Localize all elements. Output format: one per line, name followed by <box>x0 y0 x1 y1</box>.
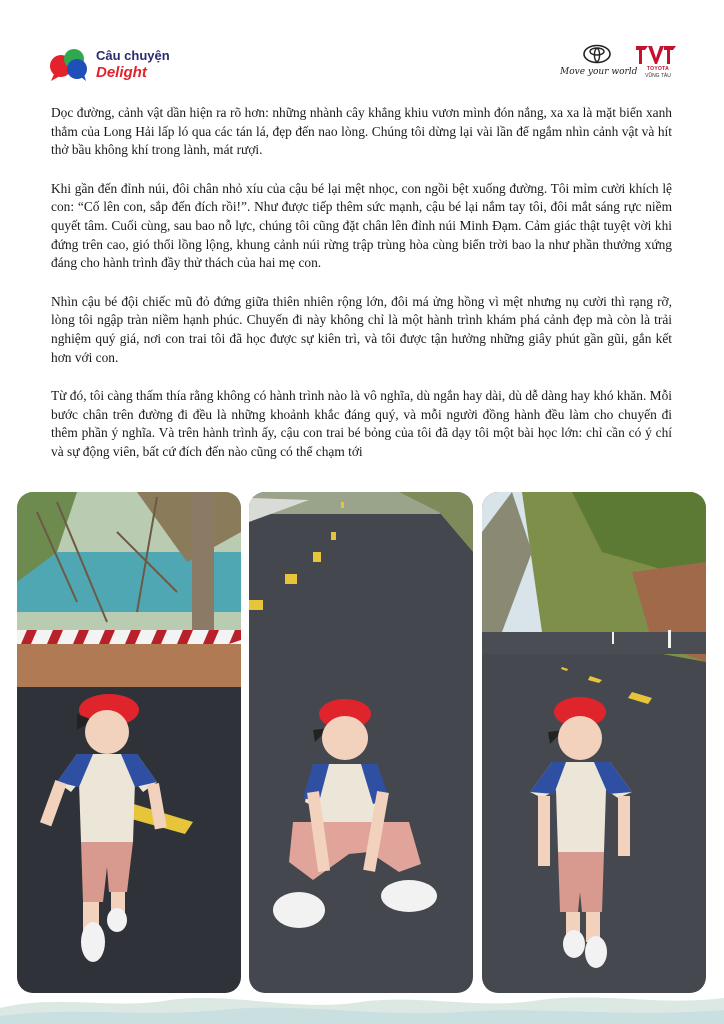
watercolor-footer-decoration <box>0 990 724 1024</box>
dealer-location: VŨNG TÀU <box>645 73 671 79</box>
photo-boy-standing-on-road <box>482 492 706 993</box>
paragraph: Từ đó, tôi càng thấm thía rằng không có hành trình nào là vô nghĩa, dù ngắn hay dài, dù dễ dàng hay khó khăn. Mỗi bước chân trên đường đi đều là những khoảnh khắc đáng quý, và mỗi người đồng hành đều làm cho chuyến đi thêm phần ý nghĩa. Và trên hành trình ấy, cậu con trai bé bỏng của tôi đã dạy tôi một bài học lớn: chỉ cần có ý chí và sự động viên, bất cứ đích đến nào cũng có thể chạm tới <box>51 388 672 459</box>
brand-title: Câu chuyện <box>96 48 170 63</box>
toyota-tagline: Move your world <box>560 67 638 77</box>
tvt-mark-icon <box>634 44 678 66</box>
toyota-tvt-logos <box>560 42 682 86</box>
speech-bubbles-icon <box>48 46 92 82</box>
page-header <box>0 0 724 100</box>
dealer-name: TOYOTA <box>646 66 670 72</box>
photo-boy-sitting-on-road <box>249 492 473 993</box>
brand-subtitle: Delight <box>96 64 147 81</box>
toyota-emblem-icon <box>582 44 612 64</box>
paragraph: Nhìn cậu bé đội chiếc mũ đỏ đứng giữa thiên nhiên rộng lớn, đôi má ửng hồng vì mệt nhưng nụ cười thì rạng rỡ, lòng tôi ngập tràn niềm hạnh phúc. Chuyến đi này không chỉ là một hành trình khám phá cảnh đẹp mà còn là trải nghiệm quý giá, nơi con trai tôi đã học được sự kiên trì, và tôi được tận hưởng những giây phút gần gũi, gắn kết hơn với con. <box>51 293 672 365</box>
article-body <box>51 104 672 482</box>
photo-boy-walking-by-guardrail <box>17 492 241 993</box>
paragraph: Khi gần đến đỉnh núi, đôi chân nhỏ xíu của cậu bé lại mệt nhọc, con ngồi bệt xuống đường. Tôi mỉm cười khích lệ con: “Cố lên con, sắp đến đích rồi!”. Như được tiếp thêm sức mạnh, cậu bé lại nắm tay tôi, đôi mắt sáng rực niềm quyết tâm. Cuối cùng, sau bao nỗ lực, chúng tôi cũng đặt chân lên đỉnh núi Minh Đạm. Cảm giác thật tuyệt vời khi đứng trên cao, gió thổi lồng lộng, khung cảnh núi rừng trập trùng hòa cùng biển trời bao la như phần thưởng xứng đáng cho hành trình đầy thử thách của hai mẹ con. <box>51 180 672 271</box>
paragraph: Dọc đường, cảnh vật dần hiện ra rõ hơn: những nhành cây khẳng khiu vươn mình đón nắng, xa xa là mặt biển xanh thẳm của Long Hải lấp ló qua các tán lá, đẹp đến nao lòng. Chúng tôi dừng lại vài lần để ngắm nhìn cảnh vật và hít thở bầu không khí trong lành, mát rượi. <box>51 105 672 158</box>
cau-chuyen-delight-logo <box>48 44 188 88</box>
